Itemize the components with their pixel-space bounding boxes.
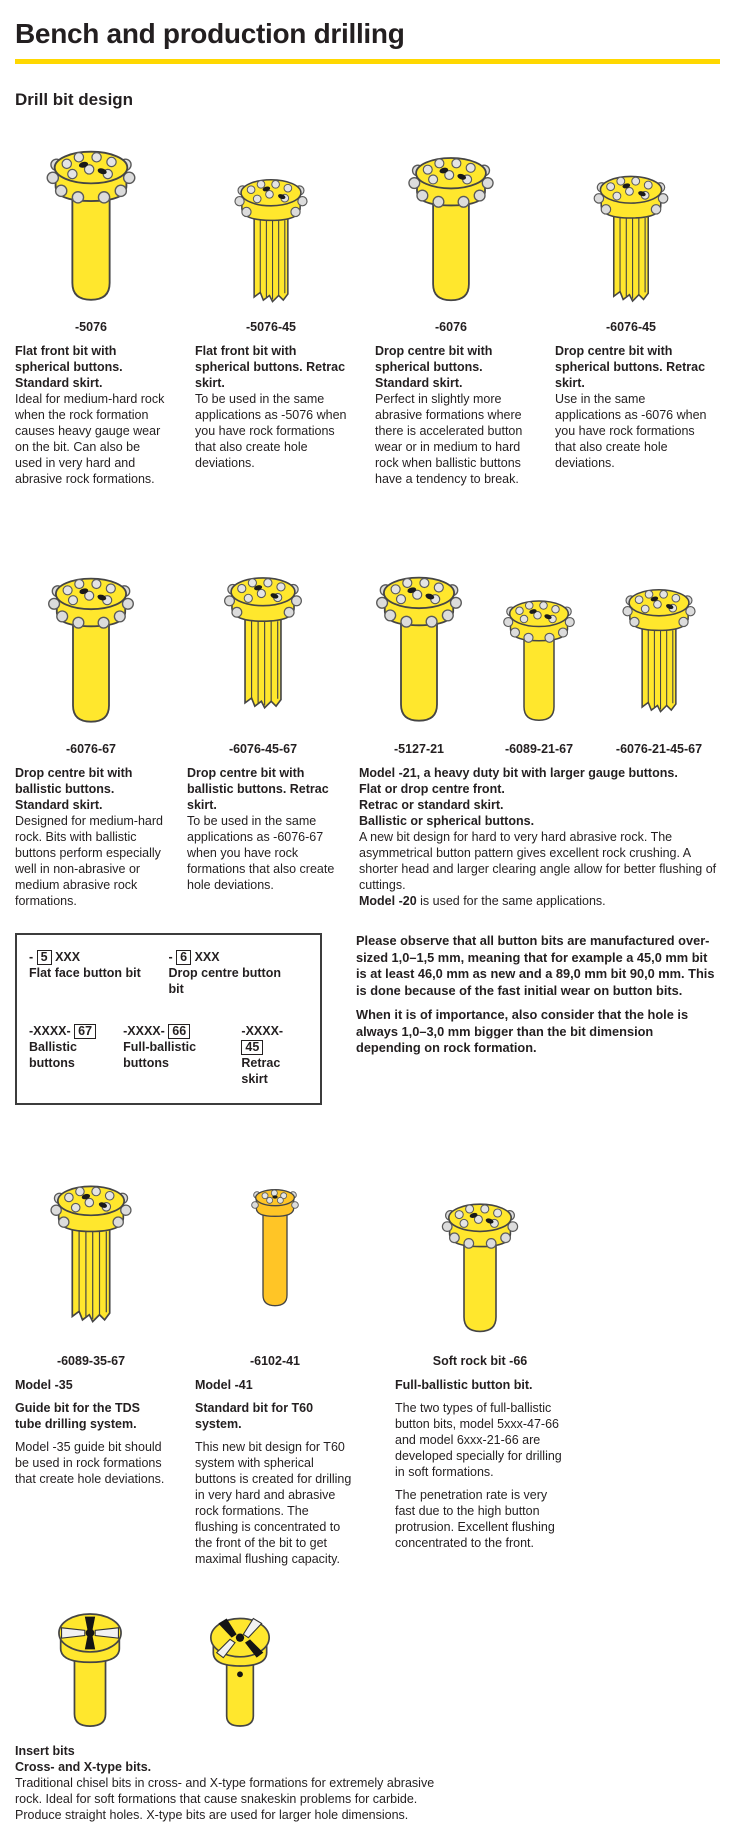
insert-bits-subheading: Cross- and X-type bits. — [15, 1760, 152, 1774]
bit-code: -6076-67 — [65, 742, 117, 756]
drill-bit-illustration-6076-21-45-67 — [599, 533, 719, 733]
legend-row-b — [29, 1023, 308, 1087]
bit-code-legend-box — [15, 933, 322, 1105]
bit-code: -6076 — [435, 320, 467, 334]
bit-lead: Flat front bit with spherical buttons. Retrac skirt. — [195, 344, 346, 390]
insert-bits-section — [15, 1593, 720, 1823]
note-paragraph-2: When it is of importance, also consider that the hole is always 1,0–3,0 mm bigger than the bit dimension depending on rock formation. — [356, 1007, 689, 1055]
bit-lead: Flat front bit with spherical buttons. Standard skirt. — [15, 344, 123, 390]
standard-skirt-bit-icon — [35, 134, 147, 311]
bit-row-2 — [15, 533, 720, 909]
code-box: 67 — [74, 1024, 96, 1039]
t60-bit-icon — [235, 1149, 315, 1345]
insert-bits-body: Traditional chisel bits in cross- and X-type formations for extremely abrasive rock. Ideal for soft formations that cause snakeskin problems for carbide. Produce straight holes. X-type bits are used for larger hole dimensions. — [15, 1776, 435, 1822]
standard-skirt-bit-icon — [396, 141, 506, 311]
bit-column-soft-rock-66 — [395, 1145, 565, 1567]
drill-bit-illustration-6076 — [375, 126, 527, 311]
group-body: A new bit design for hard to very hard abrasive rock. The asymmetrical button pattern gives excellent rock crushing. A shorter head and larger clearing angle allow for better flushing of cuttings. — [359, 830, 717, 892]
bit-body: This new bit design for T60 system with spherical buttons is created for drilling in very hard and abrasive rock formations. The flushing is concentrated to the front of the bit to get maximal flushing capacity. — [195, 1440, 352, 1566]
legend-code: -XXXX- 45 — [241, 1024, 284, 1054]
bit-lead: Drop centre bit with ballistic buttons. Standard skirt. — [15, 766, 133, 812]
retrac-skirt-bit-icon — [584, 161, 678, 311]
soft-rock-bit-icon — [432, 1185, 528, 1345]
bit-column-6076 — [375, 126, 527, 487]
bit-code: -6089-35-67 — [56, 1354, 126, 1368]
bit-body: To be used in the same applications as -6076-67 when you have rock formations that also create hole deviations. — [187, 814, 335, 892]
drill-bit-illustration-6089-21-67 — [479, 533, 599, 733]
legend-item-ballistic — [29, 1023, 123, 1087]
bit-body: Perfect in slightly more abrasive formations where there is accelerated button wear or in medium to hard rock when ballistic buttons have a tendency to break. — [375, 392, 523, 486]
bit-group-model-21 — [359, 533, 719, 909]
bit-body: The penetration rate is very fast due to the high button protrusion. Excellent flushing concentrated to the front. — [395, 1488, 555, 1550]
bit-lead: Guide bit for the TDS tube drilling system. — [15, 1401, 140, 1431]
drill-bit-illustration-6076-67 — [15, 533, 167, 733]
model-21-codes — [359, 733, 719, 765]
bit-code: -6076-21-45-67 — [615, 742, 703, 756]
drill-bit-illustration-6076-45 — [555, 126, 707, 311]
bit-body: Designed for medium-hard rock. Bits with ballistic buttons perform especially well in non-abrasive or medium abrasive rock formations. — [15, 814, 163, 908]
title-rule — [15, 59, 720, 64]
model-20-rest: is used for the same applications. — [416, 894, 606, 908]
bit-code: -5127-21 — [393, 742, 445, 756]
bit-column-6076-45-67 — [187, 533, 339, 909]
bit-column-5076 — [15, 126, 167, 487]
code-box: 45 — [241, 1040, 263, 1055]
bit-lead: Model -35 — [15, 1378, 73, 1392]
cross-type-bit-icon — [38, 1595, 142, 1733]
drill-bit-illustration-6076-45-67 — [187, 533, 339, 733]
bit-code: -5076-45 — [245, 320, 297, 334]
bit-lead: Drop centre bit with spherical buttons. Retrac skirt. — [555, 344, 706, 390]
bit-code: -6089-21-67 — [504, 742, 574, 756]
drill-bit-illustration-5127-21 — [359, 533, 479, 733]
bit-code: -6102-41 — [249, 1354, 301, 1368]
retrac-skirt-bit-icon — [225, 165, 317, 311]
code-box: 5 — [37, 950, 52, 965]
standard-skirt-bit-icon — [365, 559, 473, 733]
legend-label: Full-ballistic buttons — [123, 1040, 197, 1070]
legend-item-flat-face — [29, 949, 147, 997]
legend-label: Retrac skirt — [241, 1056, 281, 1086]
retrac-skirt-bit-icon — [214, 547, 312, 733]
bit-lead: Model -41 — [195, 1378, 253, 1392]
page-title: Bench and production drilling — [15, 18, 405, 49]
code-box: 66 — [168, 1024, 190, 1039]
bit-code: -6076-45 — [605, 320, 657, 334]
legend-code: - 6 XXX — [168, 950, 220, 964]
legend-code: -XXXX- 66 — [123, 1023, 241, 1039]
note-paragraph-1: Please observe that all button bits are manufactured over-sized 1,0–1,5 mm, meaning that for example a 45,0 mm bit is at least 46,0 mm as new and a 89,0 mm bit 90,0 mm. This is done because of the fast initial wear on button bits. — [356, 933, 715, 998]
legend-code: - 5 XXX — [29, 950, 81, 964]
section-subtitle: Drill bit design — [15, 90, 134, 109]
group-lead-line: Retrac or standard skirt. — [359, 798, 504, 812]
cross-type-bit-illustration — [15, 1593, 165, 1733]
legend-label: Flat face button bit — [29, 966, 141, 980]
x-type-bit-icon — [190, 1599, 290, 1733]
retrac-skirt-bit-icon — [613, 563, 705, 733]
drill-bit-illustration-6089-35-67 — [15, 1145, 167, 1345]
code-box: 6 — [176, 950, 191, 965]
drill-bit-illustration-6102-41 — [195, 1145, 355, 1345]
drill-bit-illustration-5076 — [15, 126, 167, 311]
bit-column-6076-45 — [555, 126, 707, 487]
bit-code: -5076 — [75, 320, 107, 334]
bit-code: Soft rock bit -66 — [432, 1354, 528, 1368]
bit-lead: Drop centre bit with spherical buttons. Standard skirt. — [375, 344, 493, 390]
model-21-figures — [359, 533, 719, 733]
bit-body: The two types of full-ballistic button bits, model 5xxx-47-66 and model 6xxx-21-66 are developed specially for drilling in soft formations. — [395, 1401, 562, 1479]
insert-bits-text — [15, 1743, 435, 1823]
bit-body: Use in the same applications as -6076 when you have rock formations that also create hole deviations. — [555, 392, 707, 470]
legend-and-note — [15, 933, 720, 1105]
bit-row-1 — [15, 126, 720, 487]
insert-bit-figures — [15, 1593, 720, 1733]
legend-item-full-ballistic — [123, 1023, 241, 1087]
bit-body: Ideal for medium-hard rock when the rock formation causes heavy gauge wear on the bit. Can also be used in very hard and abrasive rock formations. — [15, 392, 165, 486]
group-lead-line: Flat or drop centre front. — [359, 782, 505, 796]
group-lead-line: Ballistic or spherical buttons. — [359, 814, 535, 828]
drill-bit-illustration-5076-45 — [195, 126, 347, 311]
legend-item-retrac — [241, 1023, 308, 1087]
bit-lead: Drop centre bit with ballistic buttons. Retrac skirt. — [187, 766, 329, 812]
bit-lead: Standard bit for T60 system. — [195, 1401, 314, 1431]
bit-row-3 — [15, 1145, 720, 1567]
x-type-bit-illustration — [165, 1593, 315, 1733]
retrac-skirt-bit-icon — [40, 1157, 142, 1345]
drill-bit-illustration-soft-rock-66 — [395, 1145, 565, 1345]
bit-body: To be used in the same applications as -5076 when you have rock formations that also create hole deviations. — [195, 392, 347, 470]
bit-column-6076-67 — [15, 533, 167, 909]
bit-column-6089-35-67 — [15, 1145, 167, 1567]
model-20-bold: Model -20 — [359, 894, 417, 908]
standard-skirt-bit-icon — [494, 583, 584, 733]
bit-body: Model -35 guide bit should be used in rock formations that create hole deviations. — [15, 1440, 165, 1486]
bit-lead: Full-ballistic button bit. — [395, 1378, 533, 1392]
legend-label: Drop centre button bit — [168, 966, 281, 996]
legend-code: -XXXX- 67 — [29, 1023, 123, 1039]
legend-label: Ballistic buttons — [29, 1040, 77, 1070]
bit-column-5076-45 — [195, 126, 347, 487]
group-lead-line: Model -21, a heavy duty bit with larger gauge buttons. — [359, 766, 678, 780]
oversize-note — [356, 933, 720, 1057]
standard-skirt-bit-icon — [37, 561, 145, 733]
legend-item-drop-centre — [169, 949, 287, 997]
legend-row-a — [29, 949, 308, 997]
bit-column-6102-41 — [195, 1145, 355, 1567]
bit-code: -6076-45-67 — [228, 742, 298, 756]
insert-bits-heading: Insert bits — [15, 1744, 75, 1758]
group-model-20-line — [359, 893, 719, 909]
